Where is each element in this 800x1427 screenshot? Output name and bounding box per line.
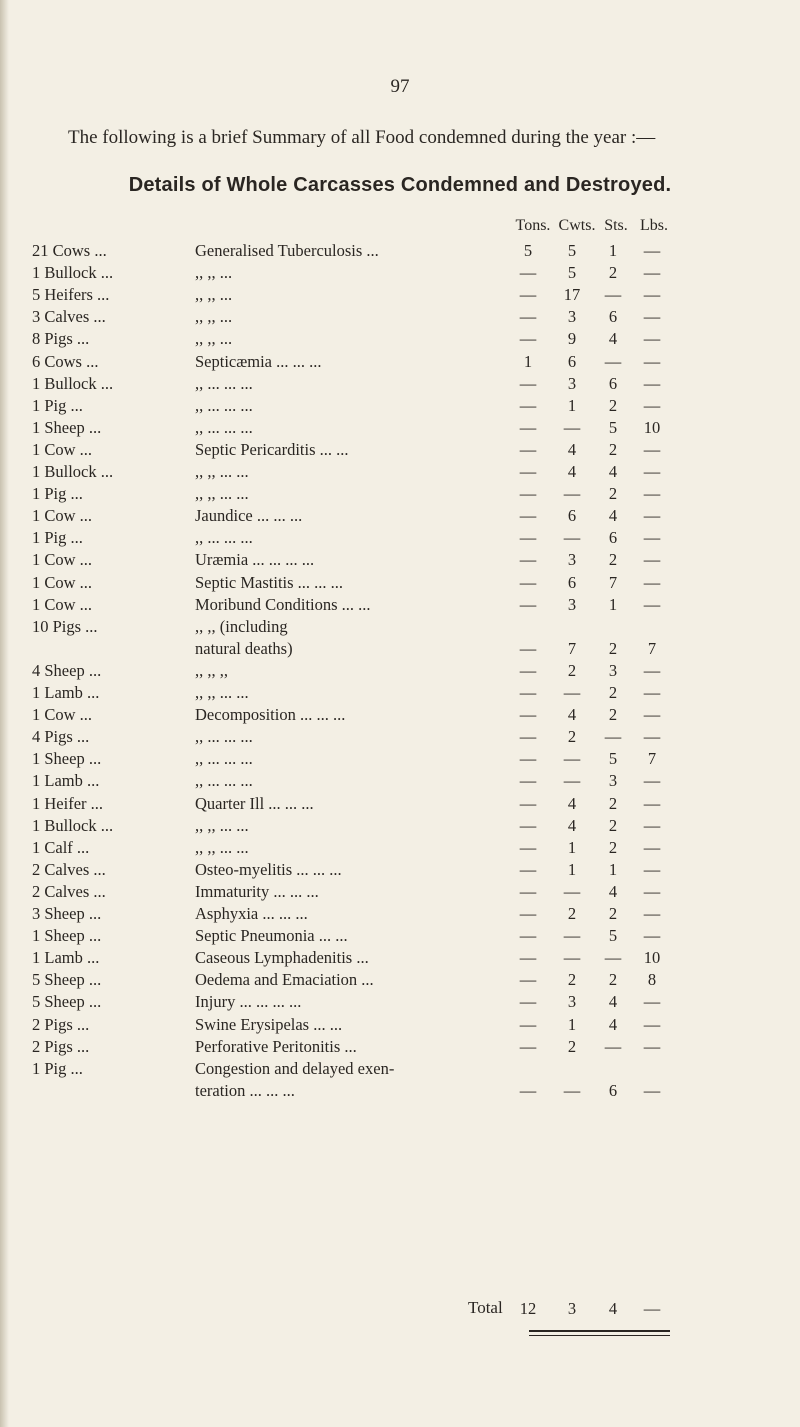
row-condition: Osteo-myelitis ... ... ...	[195, 859, 342, 879]
row-lbs: —	[643, 506, 661, 526]
row-tons: —	[519, 528, 537, 548]
row-lbs: —	[643, 1014, 661, 1034]
row-animal: 21 Cows ...	[32, 241, 107, 260]
row-sts: 6	[608, 528, 618, 548]
row-cwts: 17	[563, 285, 581, 305]
total-label: Total	[468, 1298, 503, 1317]
row-condition: Congestion and delayed exen-	[195, 1058, 395, 1078]
table-row	[0, 616, 800, 638]
row-condition: Generalised Tuberculosis ...	[195, 241, 379, 260]
row-sts: 4	[608, 462, 618, 481]
row-sts: 3	[608, 660, 618, 680]
total-cwts: 3	[567, 1299, 577, 1318]
row-cwts: 2	[567, 727, 577, 747]
row-tons: —	[519, 881, 537, 901]
row-sts: —	[604, 948, 622, 968]
row-animal: 6 Cows ...	[32, 351, 99, 371]
row-animal: 1 Sheep ...	[32, 749, 102, 769]
row-cwts: 1	[567, 859, 577, 879]
table-row	[0, 461, 800, 483]
row-tons: —	[519, 638, 537, 658]
row-condition: ,, ,, ...	[195, 329, 233, 349]
row-tons: 1	[523, 351, 533, 371]
row-cwts: 4	[567, 705, 577, 725]
row-cwts: 2	[567, 660, 577, 680]
row-sts: 1	[608, 859, 618, 879]
row-condition: ,, ,, (including	[195, 616, 288, 636]
row-sts: —	[604, 1036, 622, 1056]
row-condition: Uræmia ... ... ... ...	[195, 550, 315, 570]
table-row	[0, 505, 800, 527]
row-tons: —	[519, 462, 537, 481]
table-row	[0, 1036, 800, 1058]
row-tons: —	[519, 749, 537, 769]
row-tons: —	[519, 329, 537, 349]
row-lbs: —	[643, 771, 661, 791]
row-lbs: —	[643, 484, 661, 504]
row-sts: —	[604, 727, 622, 747]
table-row	[0, 306, 800, 328]
table-row	[0, 1014, 800, 1036]
row-tons: —	[519, 970, 537, 990]
row-lbs: —	[643, 837, 661, 857]
row-animal: 1 Cow ...	[32, 506, 93, 526]
row-condition: Septic Mastitis ... ... ...	[195, 572, 344, 592]
row-lbs: —	[643, 727, 661, 747]
row-cwts: —	[563, 771, 581, 791]
row-lbs: —	[643, 926, 661, 946]
row-condition: Quarter Ill ... ... ...	[195, 793, 314, 813]
row-condition: Decomposition ... ... ...	[195, 705, 346, 725]
row-animal: 1 Pig ...	[32, 1058, 83, 1078]
table-row	[0, 903, 800, 925]
table-row	[0, 594, 800, 616]
row-animal: 4 Sheep ...	[32, 660, 102, 680]
row-lbs: —	[643, 881, 661, 901]
row-condition: Caseous Lymphadenitis ...	[195, 948, 369, 968]
row-tons: —	[519, 992, 537, 1012]
row-animal: 3 Calves ...	[32, 307, 106, 327]
row-animal: 2 Pigs ...	[32, 1036, 90, 1056]
row-lbs: —	[643, 285, 661, 305]
row-tons: —	[519, 859, 537, 879]
row-lbs: 7	[647, 749, 657, 769]
table-row	[0, 240, 800, 262]
row-animal: 1 Pig ...	[32, 484, 83, 504]
row-condition: ,, ,, ... ...	[195, 815, 249, 835]
row-condition: ,, ,, ... ...	[195, 683, 249, 702]
row-cwts: 3	[567, 594, 577, 614]
row-condition: ,, ,, ...	[195, 263, 233, 283]
row-animal: 1 Bullock ...	[32, 815, 114, 835]
row-cwts: 5	[567, 241, 577, 260]
column-header-sts: Sts.	[604, 217, 628, 234]
row-tons: —	[519, 1080, 537, 1100]
table-row	[0, 262, 800, 284]
total-lbs: —	[643, 1299, 661, 1318]
row-cwts: 3	[567, 550, 577, 570]
total-sts: 4	[608, 1299, 618, 1318]
row-condition: teration ... ... ...	[195, 1080, 295, 1100]
row-sts: 4	[608, 992, 618, 1012]
row-lbs: 8	[647, 970, 657, 990]
row-lbs: —	[643, 572, 661, 592]
row-lbs: —	[643, 904, 661, 923]
row-cwts: 2	[567, 970, 577, 990]
table-row	[0, 881, 800, 903]
row-tons: —	[519, 572, 537, 592]
row-lbs: —	[643, 1080, 661, 1100]
row-tons: —	[519, 307, 537, 327]
row-animal: 1 Cow ...	[32, 439, 93, 459]
table-row	[0, 328, 800, 350]
row-cwts: 4	[567, 793, 577, 813]
table-row	[0, 947, 800, 969]
row-cwts: 1	[567, 395, 577, 415]
row-cwts: 3	[567, 307, 577, 327]
column-header-tons: Tons.	[515, 217, 551, 234]
row-lbs: —	[643, 395, 661, 415]
total-underline-1	[529, 1330, 670, 1332]
row-tons: —	[519, 484, 537, 504]
row-tons: —	[519, 837, 537, 857]
row-condition: Swine Erysipelas ... ...	[195, 1014, 343, 1034]
table-row	[0, 395, 800, 417]
row-tons: —	[519, 417, 537, 437]
row-animal: 1 Heifer ...	[32, 793, 104, 813]
row-animal: 1 Pig ...	[32, 528, 83, 548]
row-tons: 5	[523, 241, 533, 260]
row-condition: Injury ... ... ... ...	[195, 992, 302, 1012]
row-sts: 6	[608, 307, 618, 327]
row-cwts: 6	[567, 351, 577, 371]
row-animal: 1 Cow ...	[32, 572, 93, 592]
table-row	[0, 704, 800, 726]
row-lbs: —	[643, 373, 661, 393]
row-cwts: 9	[567, 329, 577, 349]
table-row	[0, 572, 800, 594]
row-sts: 5	[608, 417, 618, 437]
row-sts: 2	[608, 837, 618, 857]
row-lbs: —	[643, 683, 661, 702]
row-condition: ,, ,, ... ...	[195, 484, 249, 504]
row-condition: Jaundice ... ... ...	[195, 506, 303, 526]
table-row	[0, 439, 800, 461]
row-condition: ,, ,, ...	[195, 307, 233, 327]
row-sts: 2	[608, 904, 618, 923]
row-tons: —	[519, 550, 537, 570]
row-animal: 8 Pigs ...	[32, 329, 90, 349]
table-row	[0, 284, 800, 306]
row-condition: natural deaths)	[195, 638, 293, 658]
row-lbs: 10	[643, 948, 661, 968]
row-cwts: —	[563, 528, 581, 548]
row-lbs: 7	[647, 638, 657, 658]
row-sts: 5	[608, 926, 618, 946]
row-cwts: —	[563, 926, 581, 946]
row-animal: 1 Sheep ...	[32, 417, 102, 437]
table-row	[0, 837, 800, 859]
row-tons: —	[519, 660, 537, 680]
row-condition: Perforative Peritonitis ...	[195, 1036, 357, 1056]
row-sts: 2	[608, 263, 618, 283]
table-row	[0, 815, 800, 837]
row-sts: 2	[608, 683, 618, 702]
row-tons: —	[519, 395, 537, 415]
column-header-cwts: Cwts.	[558, 217, 596, 234]
row-condition: ,, ... ... ...	[195, 771, 253, 791]
row-tons: —	[519, 506, 537, 526]
row-sts: 2	[608, 793, 618, 813]
row-sts: 6	[608, 1080, 618, 1100]
row-condition: ,, ... ... ...	[195, 727, 253, 747]
column-header-lbs: Lbs.	[640, 217, 668, 234]
row-lbs: —	[643, 992, 661, 1012]
row-lbs: —	[643, 528, 661, 548]
row-lbs: —	[643, 550, 661, 570]
row-cwts: 3	[567, 373, 577, 393]
row-tons: —	[519, 1014, 537, 1034]
table-row	[0, 417, 800, 439]
row-animal: 2 Pigs ...	[32, 1014, 90, 1034]
row-lbs: —	[643, 594, 661, 614]
total-underline-2	[529, 1335, 670, 1336]
row-cwts: —	[563, 881, 581, 901]
row-lbs: 10	[643, 417, 661, 437]
row-tons: —	[519, 285, 537, 305]
row-sts: —	[604, 285, 622, 305]
row-tons: —	[519, 904, 537, 923]
table-row	[0, 638, 800, 660]
row-tons: —	[519, 771, 537, 791]
row-condition: Septic Pericarditis ... ...	[195, 439, 349, 459]
row-sts: 2	[608, 705, 618, 725]
table-row	[0, 660, 800, 682]
table-row	[0, 969, 800, 991]
row-cwts: 4	[567, 815, 577, 835]
row-condition: Moribund Conditions ... ...	[195, 594, 371, 614]
row-condition: Asphyxia ... ... ...	[195, 904, 308, 923]
total-tons: 12	[519, 1299, 537, 1318]
table-row	[0, 483, 800, 505]
row-animal: 1 Lamb ...	[32, 683, 100, 702]
row-cwts: 4	[567, 462, 577, 481]
row-animal: 1 Bullock ...	[32, 373, 114, 393]
row-animal: 1 Pig ...	[32, 395, 83, 415]
row-condition: ,, ,, ... ...	[195, 837, 249, 857]
row-animal: 1 Cow ...	[32, 550, 93, 570]
table-row	[0, 859, 800, 881]
row-tons: —	[519, 948, 537, 968]
row-tons: —	[519, 705, 537, 725]
row-condition: ,, ... ... ...	[195, 417, 253, 437]
row-condition: ,, ,, ,,	[195, 660, 228, 680]
row-sts: 1	[608, 241, 618, 260]
row-tons: —	[519, 1036, 537, 1056]
row-cwts: 6	[567, 506, 577, 526]
row-lbs: —	[643, 660, 661, 680]
row-sts: 2	[608, 484, 618, 504]
row-sts: 2	[608, 815, 618, 835]
row-sts: 2	[608, 638, 618, 658]
table-row	[0, 373, 800, 395]
row-cwts: 6	[567, 572, 577, 592]
row-tons: —	[519, 263, 537, 283]
row-sts: —	[604, 351, 622, 371]
row-animal: 1 Cow ...	[32, 594, 93, 614]
row-tons: —	[519, 815, 537, 835]
row-sts: 5	[608, 749, 618, 769]
row-cwts: 1	[567, 837, 577, 857]
row-sts: 4	[608, 881, 618, 901]
table-row	[0, 748, 800, 770]
table-row	[0, 1058, 800, 1080]
row-condition: ,, ... ... ...	[195, 528, 253, 548]
row-animal: 10 Pigs ...	[32, 616, 98, 636]
row-lbs: —	[643, 815, 661, 835]
row-lbs: —	[643, 705, 661, 725]
row-condition: ,, ... ... ...	[195, 749, 253, 769]
row-tons: —	[519, 793, 537, 813]
row-lbs: —	[643, 1036, 661, 1056]
row-animal: 5 Heifers ...	[32, 285, 110, 305]
row-cwts: —	[563, 417, 581, 437]
row-condition: Oedema and Emaciation ...	[195, 970, 374, 990]
row-condition: Septic Pneumonia ... ...	[195, 926, 348, 946]
total-row	[0, 1298, 800, 1320]
row-animal: 5 Sheep ...	[32, 992, 102, 1012]
row-cwts: 7	[567, 638, 577, 658]
table-row	[0, 682, 800, 704]
row-condition: Septicæmia ... ... ...	[195, 351, 322, 371]
row-animal: 1 Sheep ...	[32, 926, 102, 946]
row-lbs: —	[643, 462, 661, 481]
row-lbs: —	[643, 859, 661, 879]
row-sts: 3	[608, 771, 618, 791]
row-cwts: 5	[567, 263, 577, 283]
row-animal: 1 Bullock ...	[32, 263, 114, 283]
row-sts: 4	[608, 1014, 618, 1034]
row-sts: 2	[608, 550, 618, 570]
row-lbs: —	[643, 263, 661, 283]
row-lbs: —	[643, 241, 661, 260]
row-condition: ,, ,, ... ...	[195, 462, 249, 481]
row-tons: —	[519, 683, 537, 702]
row-condition: Immaturity ... ... ...	[195, 881, 319, 901]
row-tons: —	[519, 373, 537, 393]
row-tons: —	[519, 727, 537, 747]
table-row	[0, 527, 800, 549]
row-animal: 1 Lamb ...	[32, 771, 100, 791]
page-number: 97	[390, 76, 410, 97]
table-row	[0, 351, 800, 373]
row-lbs: —	[643, 439, 661, 459]
row-sts: 4	[608, 506, 618, 526]
table-heading: Details of Whole Carcasses Condemned and Destroyed.	[128, 174, 672, 196]
table-row	[0, 925, 800, 947]
row-cwts: 4	[567, 439, 577, 459]
row-animal: 1 Cow ...	[32, 705, 93, 725]
row-animal: 2 Calves ...	[32, 881, 106, 901]
row-animal: 3 Sheep ...	[32, 904, 102, 923]
row-sts: 2	[608, 395, 618, 415]
row-tons: —	[519, 926, 537, 946]
table-row	[0, 1080, 800, 1102]
row-condition: ,, ... ... ...	[195, 395, 253, 415]
row-sts: 2	[608, 970, 618, 990]
row-sts: 4	[608, 329, 618, 349]
row-condition: ,, ... ... ...	[195, 373, 253, 393]
row-cwts: 2	[567, 1036, 577, 1056]
row-lbs: —	[643, 351, 661, 371]
row-animal: 4 Pigs ...	[32, 727, 90, 747]
table-row	[0, 726, 800, 748]
row-animal: 1 Lamb ...	[32, 948, 100, 968]
row-animal: 1 Bullock ...	[32, 462, 114, 481]
row-cwts: 3	[567, 992, 577, 1012]
row-tons: —	[519, 439, 537, 459]
row-tons: —	[519, 594, 537, 614]
table-row	[0, 991, 800, 1013]
row-cwts: 2	[567, 904, 577, 923]
row-sts: 6	[608, 373, 618, 393]
row-cwts: —	[563, 948, 581, 968]
row-cwts: —	[563, 683, 581, 702]
row-condition: ,, ,, ...	[195, 285, 233, 305]
table-row	[0, 770, 800, 792]
intro-paragraph: The following is a brief Summary of all Food condemned during the year :—	[68, 127, 656, 148]
row-animal: 1 Calf ...	[32, 837, 90, 857]
row-cwts: —	[563, 1080, 581, 1100]
row-sts: 7	[608, 572, 618, 592]
row-animal: 2 Calves ...	[32, 859, 106, 879]
row-lbs: —	[643, 329, 661, 349]
row-animal: 5 Sheep ...	[32, 970, 102, 990]
row-sts: 2	[608, 439, 618, 459]
row-cwts: —	[563, 749, 581, 769]
row-cwts: 1	[567, 1014, 577, 1034]
row-lbs: —	[643, 307, 661, 327]
row-cwts: —	[563, 484, 581, 504]
table-row	[0, 549, 800, 571]
table-row	[0, 793, 800, 815]
row-lbs: —	[643, 793, 661, 813]
row-sts: 1	[608, 594, 618, 614]
